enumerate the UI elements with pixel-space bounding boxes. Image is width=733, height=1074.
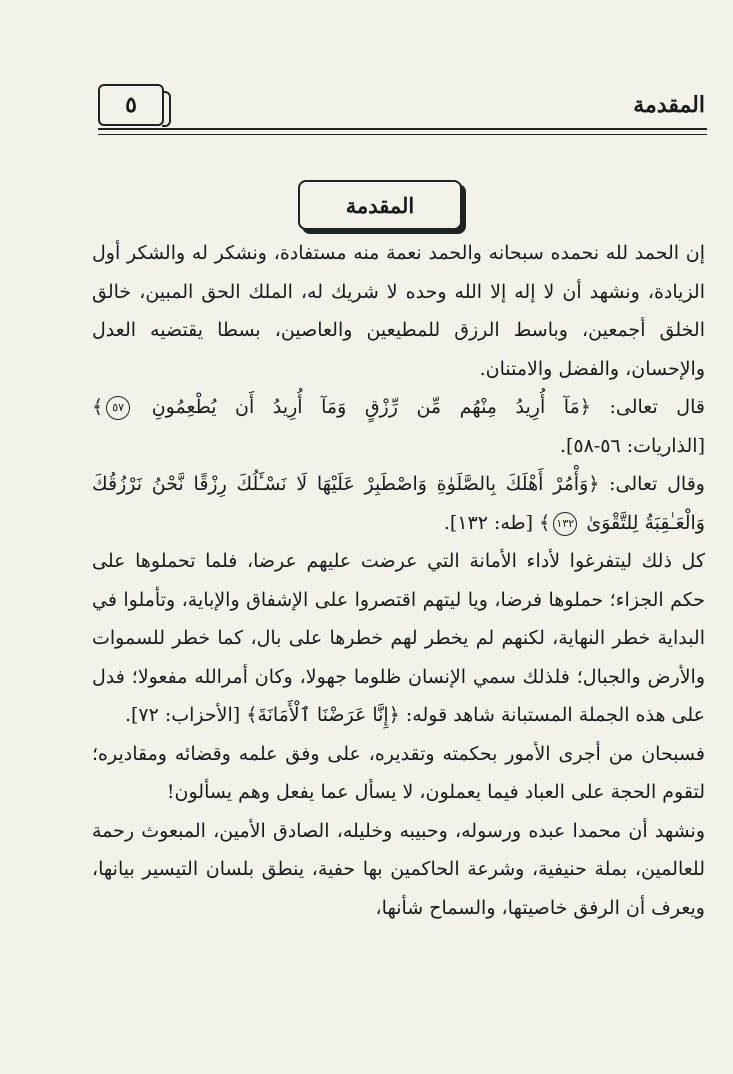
surah-reference: [طه: ١٣٢]. (443, 511, 534, 534)
surah-reference: [الذاريات: ٥٦-٥٨]. (559, 434, 705, 457)
body-text (92, 234, 705, 927)
page-number-frame (98, 84, 164, 126)
quran-verse: ﴿مَآ أُرِيدُ مِنْهُم مِّن رِّزْقٍ وَمَآ أُرِيدُ أَن يُطْعِمُونِ (151, 396, 591, 418)
quran-verse: ﴿وَأْمُرْ أَهْلَكَ بِالصَّلَوٰةِ وَاصْطَبِرْ عَلَيْهَا لَا نَسْـَٔلُكَ رِزْقًا نَّحْنُ نَرْزُقُكَ وَالْعَـٰقِبَةُ لِلتَّقْوَىٰ (92, 473, 705, 534)
paragraph-glory: فسبحان من أجرى الأمور بحكمته وتقديره، على وفق علمه وقضائه ومقاديره؛ لتقوم الحجة على العباد فيما يعملون، لا يسأل عما يفعل وهم يسألون! (92, 742, 705, 803)
quran-citation-2 (92, 465, 705, 542)
paragraph-testimony: ونشهد أن محمدا عبده ورسوله، وحبيبه وخليله، الصادق الأمين، المبعوث رحمة للعالمين، بملة حنيفية، وشرعة الحاكمين بها حفية، ينطق بلسان التيسير بيانها، ويعرف أن الرفق خاصيتها، والسماح شأنها، (92, 819, 705, 919)
quran-verse: ﴿إِنَّا عَرَضْنَا ٱلْأَمَانَةَ﴾ (246, 704, 400, 726)
quran-bracket: ﴾ (539, 511, 551, 534)
section-heading: المقدمة (345, 192, 415, 218)
citation-intro: وقال تعالى: (609, 473, 705, 495)
header-rule-thin (98, 134, 707, 135)
paragraph-text: كل ذلك ليتفرغوا لأداء الأمانة التي عرضت عليهم عرضا، فلما تحملوها على حكم الجزاء؛ حملوها فرضا، ويا ليتهم اقتصروا على الإشفاق والإباية، وتأملوا في البداية خطر النهاية، لكنهم لم يخطر لهم خطرها على بال، كما خطر للسموات والأرض والجبال؛ فلذلك سمي الإنسان ظلوما جهولا، وكان أمرالله مفعولا؛ فدل على هذه الجملة المستبانة شاهد قوله: (92, 550, 705, 726)
running-title: المقدمة (633, 92, 705, 118)
citation-intro: قال تعالى: (609, 396, 705, 418)
page-number: ٥ (125, 92, 137, 118)
section-heading-box (298, 180, 462, 230)
verse-number-mark: ١٣٢ (553, 512, 577, 536)
quran-bracket: ﴾ (92, 396, 104, 418)
header-rule (98, 128, 707, 130)
quran-citation-1 (92, 388, 705, 465)
surah-reference: [الأحزاب: ٧٢]. (124, 704, 241, 726)
verse-number-mark: ٥٧ (106, 396, 130, 420)
paragraph-trust (92, 542, 705, 735)
paragraph-opening: إن الحمد لله نحمده سبحانه والحمد نعمة منه مستفادة، ونشكر له والشكر أول الزيادة، ونشهد أن لا إله إلا الله وحده لا شريك له، الملك الحق المبين، خالق الخلق أجمعين، وباسط الرزق للمطيعين والعاصين، بسطا يقتضيه العدل والإحسان، والفضل والامتنان. (92, 242, 705, 380)
